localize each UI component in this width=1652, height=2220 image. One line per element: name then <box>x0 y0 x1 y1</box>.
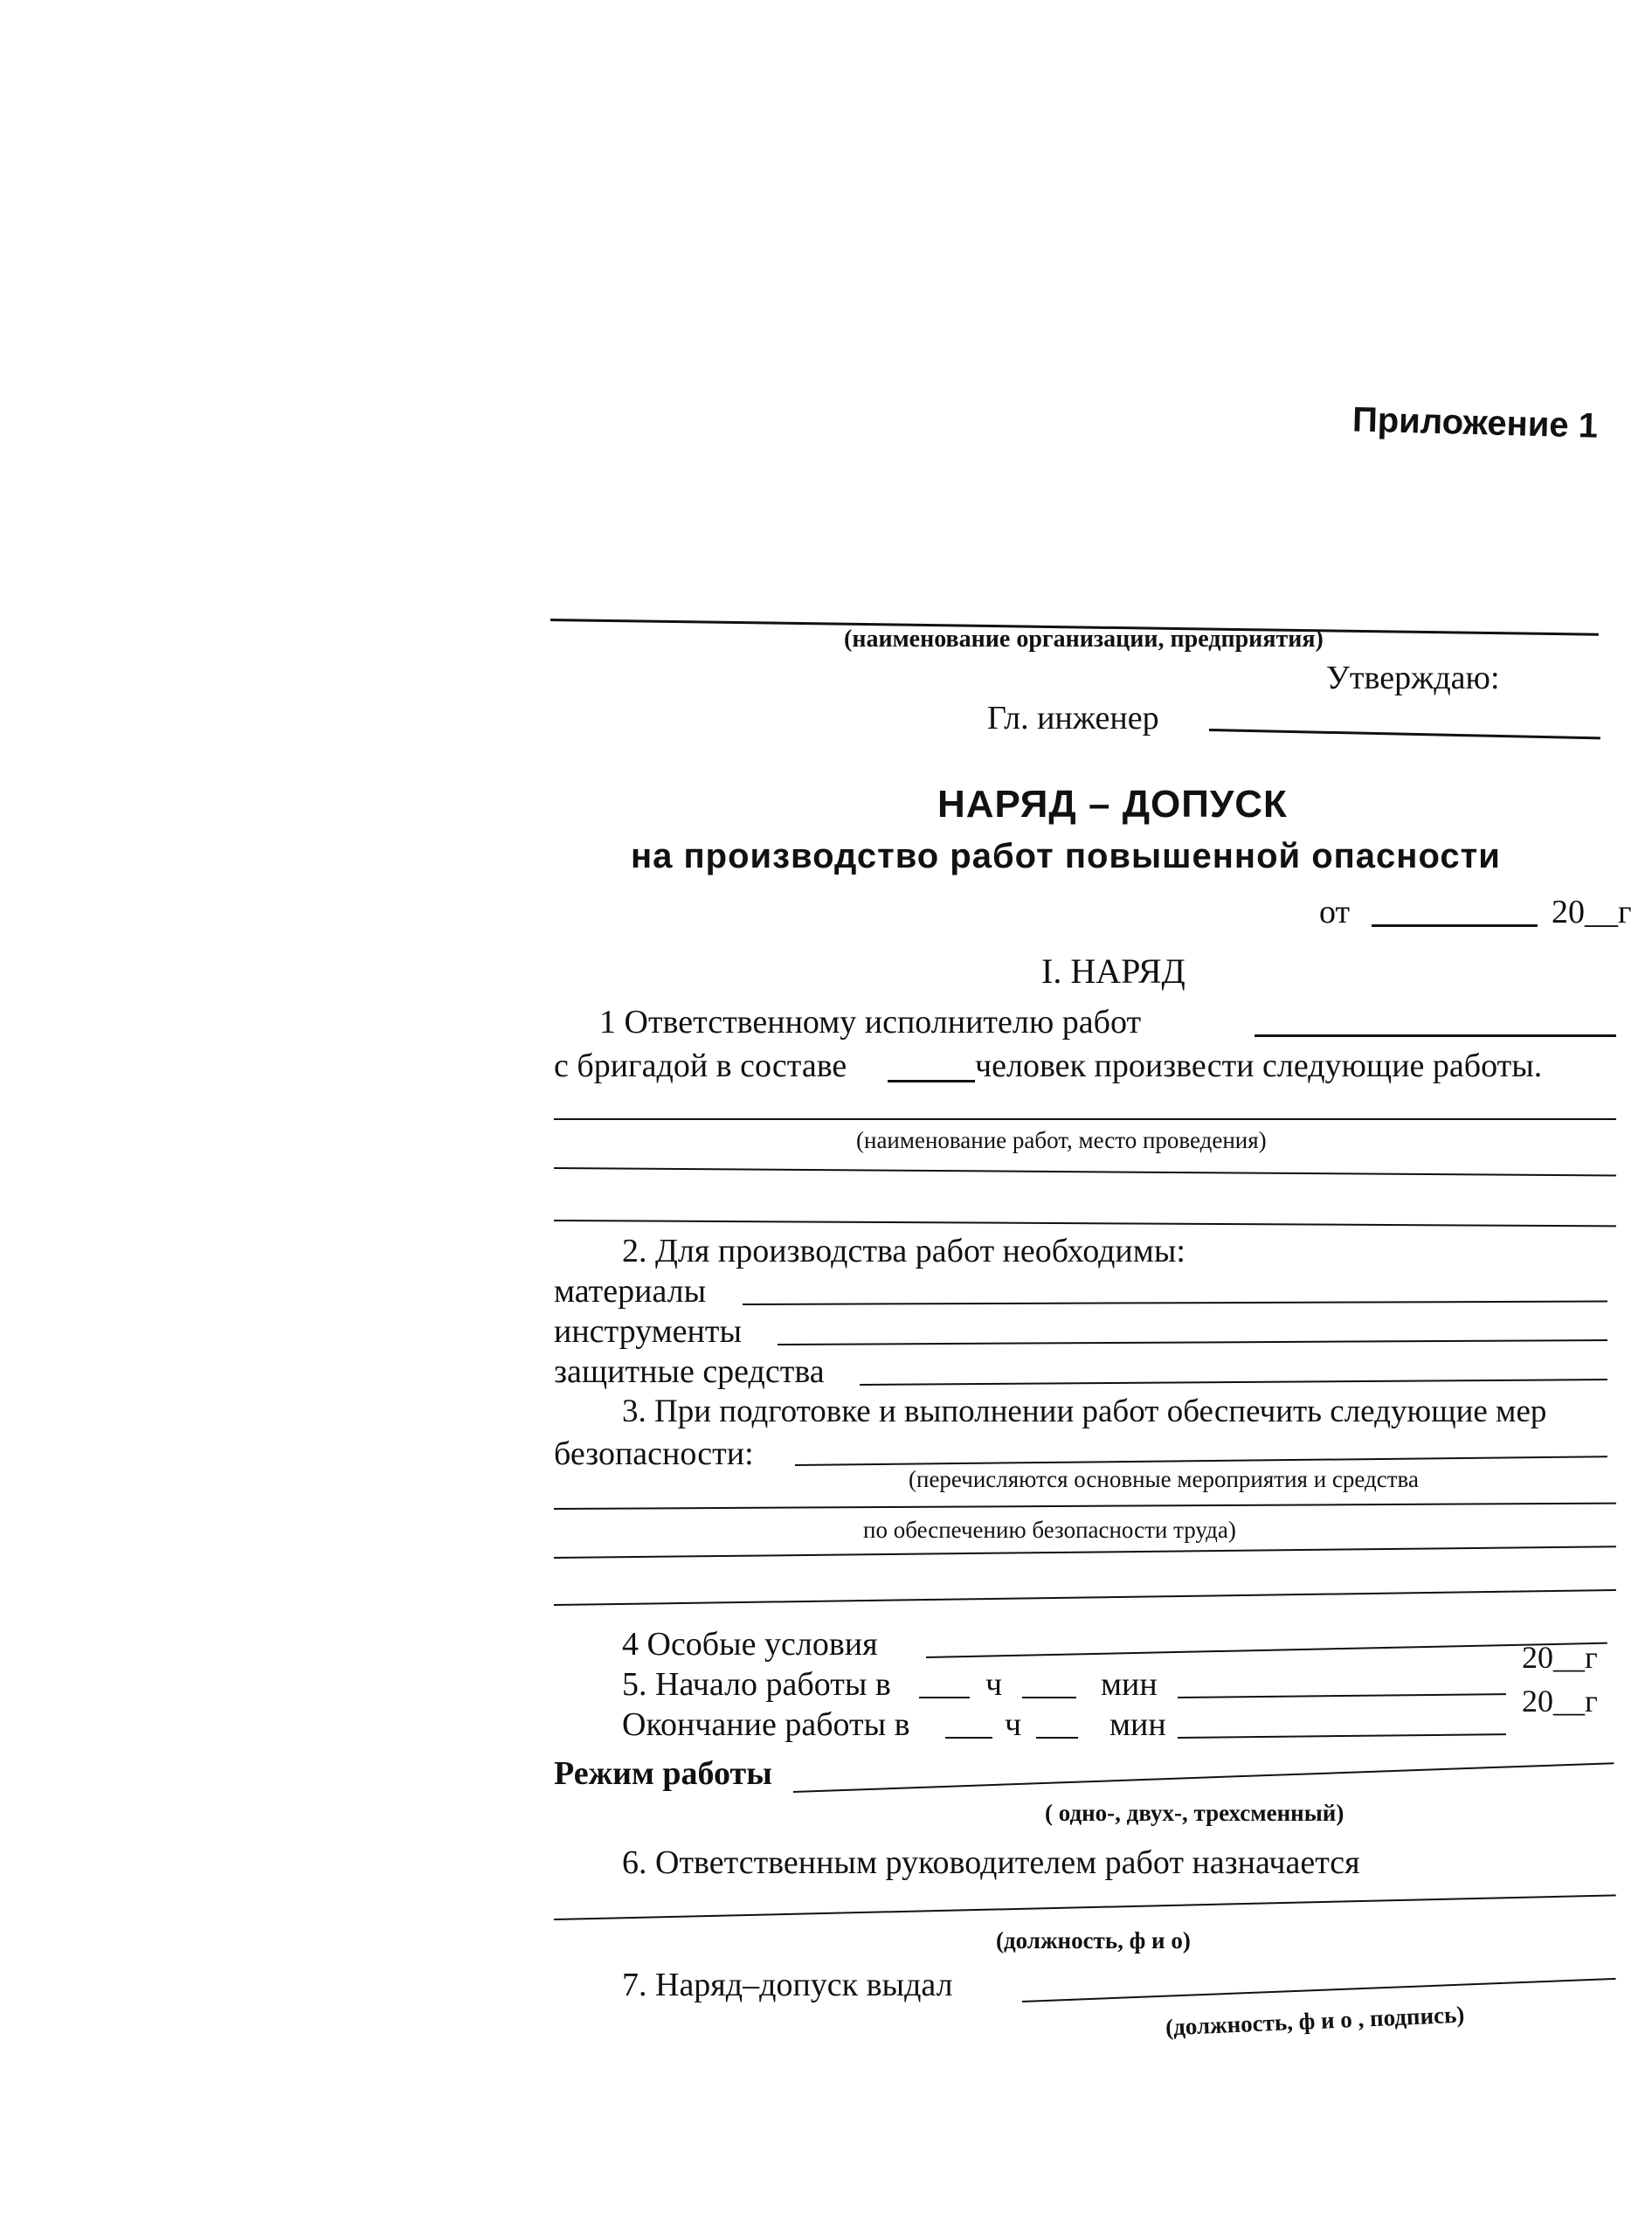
start-minute-unit: мин <box>1101 1666 1158 1703</box>
approve-label: Утверждаю: <box>1326 660 1500 696</box>
item1-executor-line <box>1255 1034 1616 1037</box>
date-from-label: от <box>1319 894 1351 930</box>
appendix-label: Приложение 1 <box>1351 400 1599 446</box>
item1-line2-b: человек произвести следующие работы. <box>975 1048 1543 1084</box>
date-line <box>1372 924 1538 927</box>
work-mode-line <box>793 1762 1614 1793</box>
item3-line2: безопасности: <box>554 1435 754 1472</box>
special-conditions-line <box>926 1643 1607 1658</box>
item7-label: 7. Наряд–допуск выдал <box>622 1967 953 2003</box>
materials-label: материалы <box>554 1273 707 1310</box>
start-hour-unit: ч <box>985 1666 1003 1703</box>
start-minute-line <box>1022 1697 1076 1698</box>
work-description-line-3 <box>554 1220 1616 1227</box>
tools-line <box>778 1339 1607 1345</box>
section-heading: I. НАРЯД <box>1041 951 1185 991</box>
safety-measures-line-1 <box>795 1456 1607 1466</box>
organization-caption-bold: предприятия) <box>1170 626 1324 653</box>
end-minute-unit: мин <box>1109 1706 1166 1743</box>
item7-caption: (должность, ф и о , подпись) <box>1165 2001 1465 2041</box>
item3-caption1: (перечисляются основные мероприятия и средства <box>909 1466 1419 1492</box>
end-year-label: 20__г <box>1522 1684 1598 1719</box>
work-description-line-1 <box>554 1118 1616 1120</box>
end-hour-unit: ч <box>1005 1706 1022 1743</box>
item1-line2-a: с бригадой в составе <box>554 1048 847 1084</box>
item4-label: 4 Особые условия <box>622 1626 878 1663</box>
protection-label: защитные средства <box>554 1353 825 1390</box>
end-minute-line <box>1036 1737 1078 1739</box>
team-size-line <box>888 1080 975 1082</box>
document-title: НАРЯД – ДОПУСК <box>937 783 1288 826</box>
item6-caption: (должность, ф и о) <box>996 1927 1191 1954</box>
safety-measures-line-2 <box>554 1503 1616 1510</box>
tools-label: инструменты <box>554 1313 742 1350</box>
protection-line <box>860 1379 1607 1386</box>
issued-by-line <box>1022 1978 1616 2002</box>
item3-caption2: по обеспечению безопасности труда) <box>863 1517 1236 1543</box>
safety-measures-line-4 <box>554 1589 1616 1606</box>
chief-engineer-label: Гл. инженер <box>987 700 1159 737</box>
item5-start-label: 5. Начало работы в <box>622 1666 891 1703</box>
work-description-line-2 <box>554 1167 1616 1176</box>
start-year-label: 20__г <box>1522 1640 1598 1675</box>
item2-heading: 2. Для производства работ необходимы: <box>622 1233 1185 1269</box>
end-hour-line <box>945 1737 992 1739</box>
item5-end-label: Окончание работы в <box>622 1706 910 1743</box>
document-subtitle: на производство работ повышенной опасности <box>631 837 1501 875</box>
work-supervisor-line <box>554 1894 1616 1920</box>
start-hour-line <box>919 1697 970 1698</box>
item6-label: 6. Ответственным руководителем работ назначается <box>622 1844 1360 1881</box>
organization-caption <box>844 626 1324 654</box>
item1-caption: (наименование работ, место проведения) <box>856 1127 1267 1153</box>
end-date-line <box>1178 1733 1506 1739</box>
safety-measures-line-3 <box>554 1546 1616 1559</box>
organization-caption-prefix: (наименование организации, <box>844 626 1165 653</box>
start-date-line <box>1178 1693 1506 1698</box>
work-mode-caption: ( одно-, двух-, трехсменный) <box>1045 1800 1344 1826</box>
work-mode-label: Режим работы <box>554 1755 772 1792</box>
materials-line <box>743 1301 1607 1305</box>
chief-engineer-signature-line <box>1209 729 1600 739</box>
item3-line1: 3. При подготовке и выполнении работ обеспечить следующие мер <box>622 1394 1547 1429</box>
item1-line1: 1 Ответственному исполнителю работ <box>599 1004 1142 1041</box>
date-year-label: 20__г <box>1552 894 1632 930</box>
